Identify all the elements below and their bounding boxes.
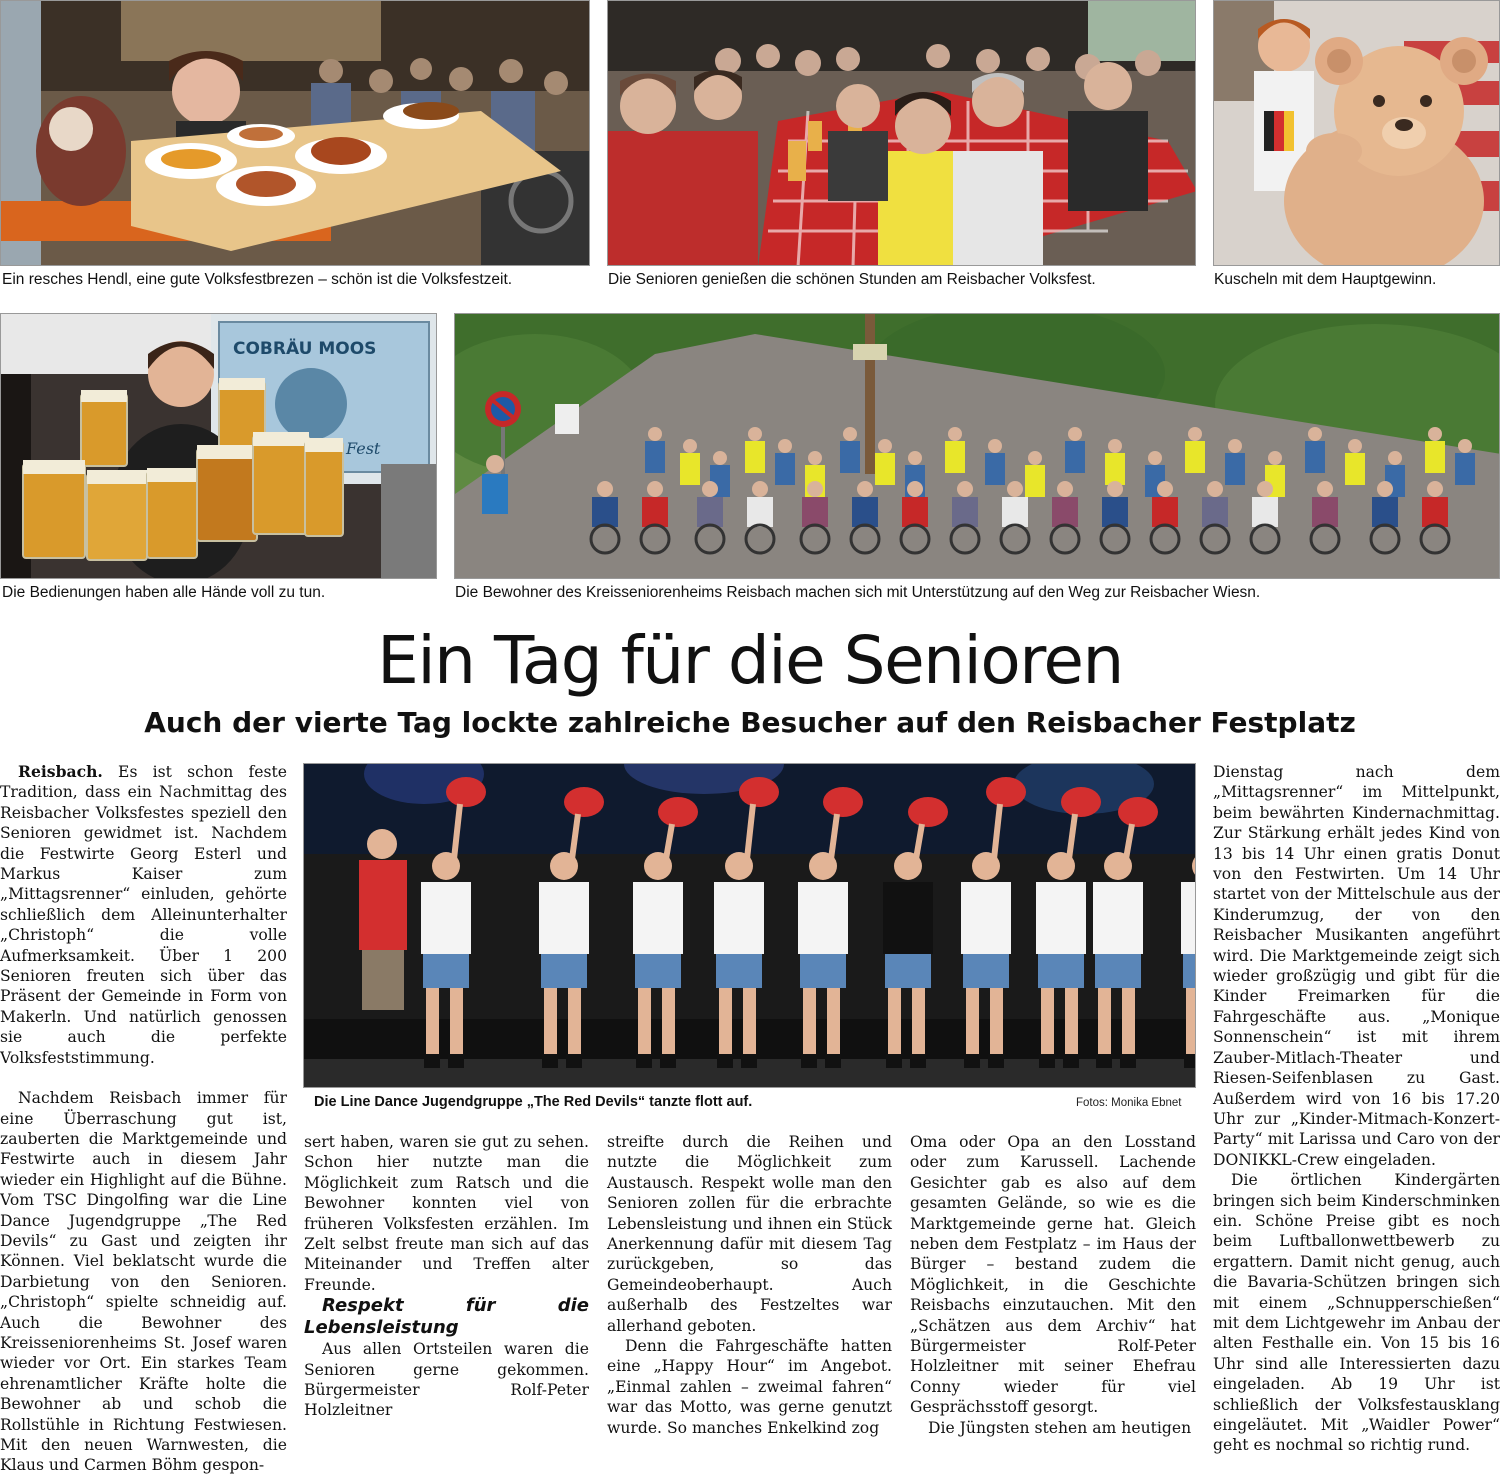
photo-hendl [0,0,590,266]
intertitle: Respekt für die Lebensleistung [304,1295,589,1339]
photo-caption: Ein resches Hendl, eine gute Volksfestbrezen – schön ist die Volksfestzeit. [2,271,513,288]
article-paragraph: Denn die Fahrgeschäfte hatten eine „Happy Hour“ im Angebot. „Einmal zahlen – zweimal fahren“ war das Motto, was gerne genutzt wurde. So manches Enkelkind zog [607,1337,892,1437]
subheadline: Auch der vierte Tag lockte zahlreiche Besucher auf den Reisbacher Festplatz [144,706,1356,739]
article-paragraph: Dienstag nach dem „Mittagsrenner“ im Mittelpunkt, beim bewährten Kindernachmittag. Zur Stärkung erhält jedes Kind von 13 bis 14 Uhr einen gratis Donut von den Festwirten. Um 14 Uhr startet von der Mittelschule aus der Kinderumzug, der von den Reisbacher Musikanten angeführt wird. Die Marktgemeinde zeigt sich wieder großzügig und gibt für die Kinder Freimarken für die Fahrgeschäfte aus. „Monique Sonnenschein“ ist mit ihrem Zauber-Mitlach-Theater und Riesen-Seifenblasen zu Gast. Außerdem wird von 16 bis 17.20 Uhr zur „Kinder-Mitmach-Konzert-Party“ mit Larissa und Caro von der DONIKKL-Crew eingeladen. [1213,763,1500,1169]
photo-bedienung [0,313,437,579]
photo-caption: Die Senioren genießen die schönen Stunden am Reisbacher Volksfest. [608,271,1096,288]
photo-caption: Die Line Dance Jugendgruppe „The Red Devils“ tanzte flott auf. [314,1094,753,1110]
photo-caption: Kuscheln mit dem Hauptgewinn. [1214,271,1437,288]
article-column-4 [910,1132,1196,1438]
photo-caption: Die Bewohner des Kreisseniorenheims Reisbach machen sich mit Unterstützung auf den Weg zur Reisbacher Wiesn. [455,584,1261,601]
article-paragraph: streifte durch die Reihen und nutzte die Möglichkeit zum Austausch. Respekt wolle man den Senioren zollen für die erbrachte Lebensleistung und ihnen ein Stück Anerkennung dafür mit diesem Tag zurückgeben, so das Gemeindeoberhaupt. Auch außerhalb des Festzeltes war allerhand geboten. [607,1133,892,1335]
sign-text-2: Fest [346,439,381,458]
article-column-5 [1213,762,1500,1456]
sign-text: COBRÄU MOOS [233,339,377,359]
article-paragraph: Reisbach. Es ist schon feste Tradition, dass ein Nachmittag des Reisbacher Volksfestes speziell den Senioren gewidmet ist. Nachdem die Festwirte Georg Esterl und Markus Kaiser zum „Mittagsrenner“ einluden, gehörte schließlich dem Alleinunterhalter „Christoph“ die volle Aufmerksamkeit. Über 1 200 Senioren freuten sich über das Präsent der Gemeinde in Form von Makerln. Und natürlich genossen sie auch die perfekte Volksfeststimmung. [0,762,287,1067]
article-column-3 [607,1132,892,1438]
photo-senioren-tisch [607,0,1196,266]
headline: Ein Tag für die Senioren [377,622,1123,699]
article-column-1 [0,762,287,1476]
article-paragraph: Die örtlichen Kindergärten bringen sich beim Kinderschminken ein. Schöne Preise gibt es noch beim Luftballonwettbewerb zu ergattern. Damit nicht genug, auch die Bavaria-Schützen bringen sich mit einem „Schnupperschießen“ mit dem Lichtgewehr im Anbau der alten Festhalle ein. Von 15 bis 16 Uhr sind alle Interessierten dazu eingeladen. Ab 19 Uhr ist schließlich der Volksfestausklang eingeläutet. Mit „Waidler Power“ geht es nochmal so richtig rund. [1213,1171,1500,1455]
photo-caption: Die Bedienungen haben alle Hände voll zu tun. [2,584,326,601]
photo-red-devils [303,763,1196,1088]
article-paragraph: sert haben, waren sie gut zu sehen. Schon hier nutzte man die Möglichkeit zum Ratsch und die Bewohner konnten viel von früheren Volksfesten erzählen. Im Zelt selbst freute man sich auf das Miteinander und Treffen alter Freunde. [304,1133,589,1294]
article-paragraph: Aus allen Ortsteilen waren die Senioren gerne gekommen. Bürgermeister Rolf-Peter Holzleitner [304,1340,589,1420]
photo-teddy [1213,0,1500,266]
photo-bewohner [454,313,1500,579]
dateline: Reisbach. [18,762,103,781]
article-paragraph: Die Jüngsten stehen am heutigen [928,1418,1192,1437]
article-paragraph: Oma oder Opa an den Losstand oder zum Karussell. Lachende Gesichter gab es also auf dem gesamten Gelände, so wie es die Marktgemeinde gerne hat. Gleich neben dem Festplatz – im Haus der Bürger – bestand zudem die Möglichkeit, in die Geschichte Reisbachs einzutauchen. Mit den „Schätzen aus dem Archiv“ hat Bürgermeister Rolf-Peter Holzleitner mit seiner Ehefrau Conny wieder für viel Gesprächsstoff gesorgt. [910,1133,1196,1417]
article-column-2 [304,1132,589,1421]
photo-credit: Fotos: Monika Ebnet [1076,1097,1182,1109]
article-paragraph: Nachdem Reisbach immer für eine Überraschung gut ist, zauberten die Marktgemeinde und Festwirte auch in diesem Jahr wieder ein Highlight auf die Bühne. Vom TSC Dingolfing war die Line Dance Jugendgruppe „The Red Devils“ zu Gast und zeigten ihr Können. Viel beklatscht wurde die Darbietung von den Senioren. „Christoph“ spielte schneidig auf. Auch die Bewohner des Kreisseniorenheims St. Josef waren wieder vor Ort. Ein starkes Team ehrenamtlicher Kräfte holte die Bewohner ab und schob die Rollstühle in Richtung Festwiesen. Mit den neuen Warnwesten, die Klaus und Carmen Böhm gespon- [0,1089,287,1475]
